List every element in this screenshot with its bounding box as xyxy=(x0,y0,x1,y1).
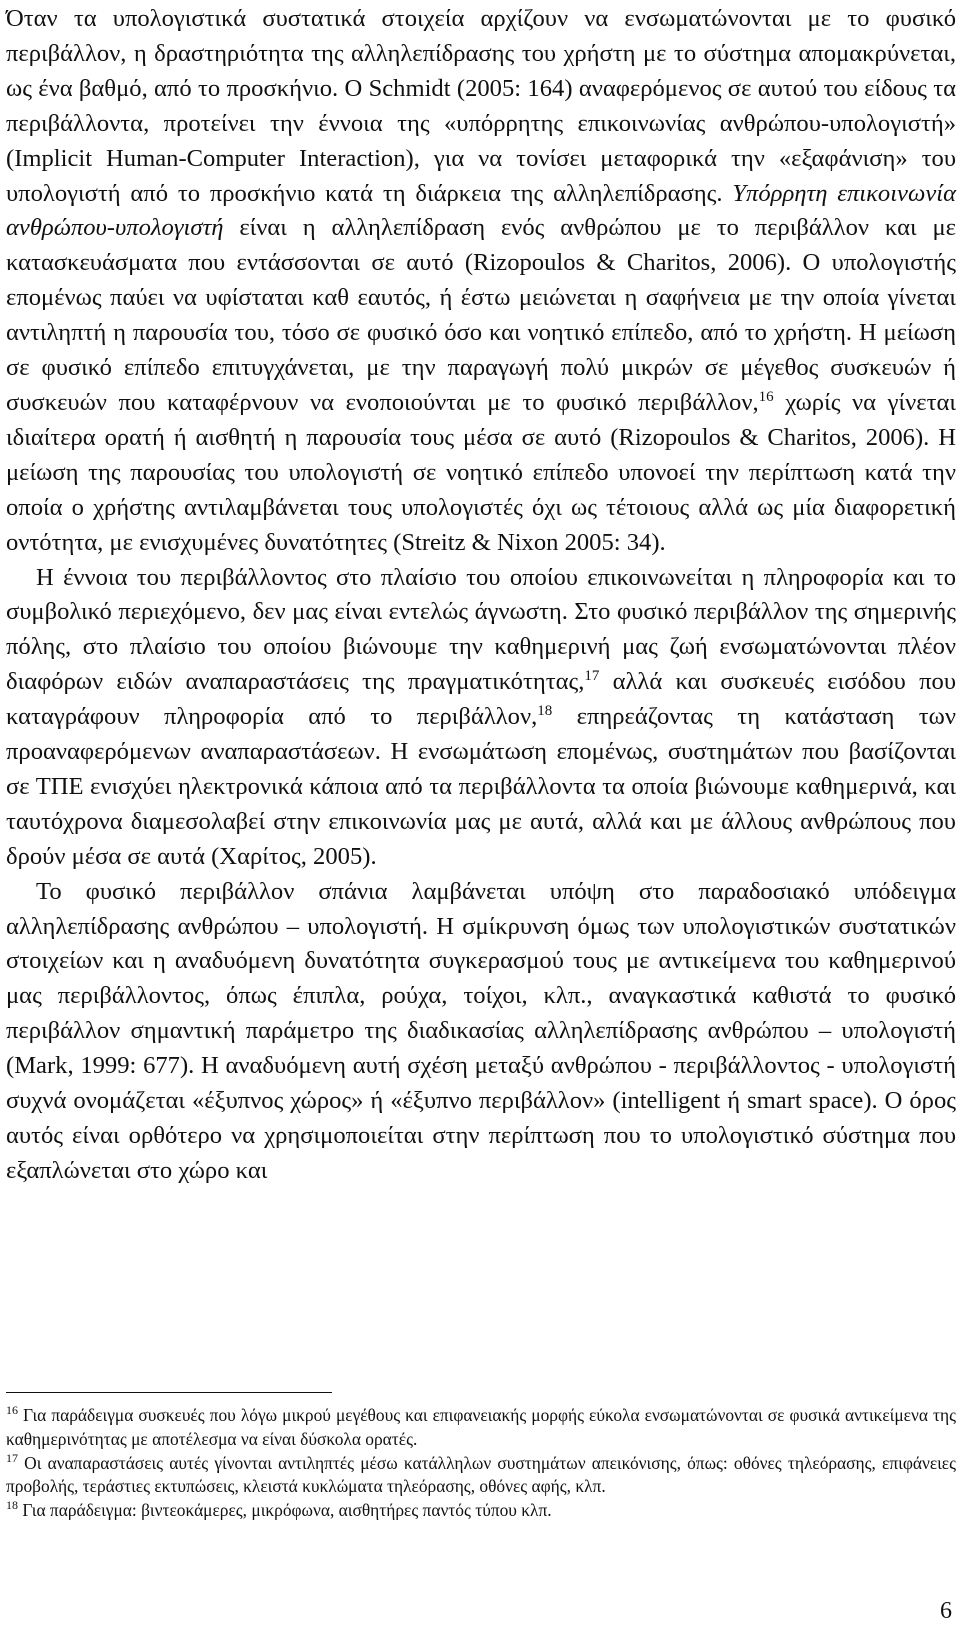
paragraph xyxy=(6,2,956,561)
italic-term: Υπόρρητη επικοινωνία ανθρώπου-υπολογιστή xyxy=(6,179,956,242)
text-run: αλλά και συσκευές εισόδου που καταγράφουν πληροφορία από το περιβάλλον, xyxy=(6,668,956,731)
paragraph xyxy=(6,561,956,875)
footnote-ref: 17 xyxy=(584,668,600,685)
footnote-ref: 18 xyxy=(537,702,553,719)
footnotes xyxy=(6,1404,956,1523)
paragraph xyxy=(6,875,956,1189)
footnote xyxy=(6,1452,956,1500)
page-number: 6 xyxy=(940,1598,952,1624)
footnote-number: 17 xyxy=(6,1450,18,1465)
footnote-number: 16 xyxy=(6,1403,18,1418)
footnote-number: 18 xyxy=(6,1498,18,1513)
footnote-ref: 16 xyxy=(758,388,774,405)
text-run: επηρεάζοντας τη κατάσταση των προαναφερόμενων αναπαραστάσεων. Η ενσωμάτωση επομένως, συστημάτων που βασίζονται σε ΤΠΕ ενισχύει ηλεκτρονικά κάποια από τα περιβάλλοντα τα οποία βιώνουμε καθημερινά, και ταυτόχρονα διαμεσολαβεί στην επικοινωνία μας με αυτά, αλλά και με άλλους ανθρώπους που δρούν μέσα σε αυτά (Χαρίτος, 2005). xyxy=(6,703,956,870)
footnote-text: Οι αναπαραστάσεις αυτές γίνονται αντιληπτές μέσω κατάλληλων συστημάτων απεικόνισης, όπως: οθόνες τηλεόρασης, επιφάνειες προβολής, τεράστιες εκτυπώσεις, κλειστά κυκλώματα τηλεόρασης, οθόνες αφής, κλπ. xyxy=(6,1452,956,1497)
footnote-text: Για παράδειγμα συσκευές που λόγω μικρού μεγέθους και επιφανειακής μορφής εύκολα ενσωματώνονται σε φυσικά αντικείμενα της καθημερινότητας με αποτέλεσμα να είναι δύσκολα ορατές. xyxy=(6,1405,956,1449)
footnote xyxy=(6,1404,956,1452)
text-run: είναι η αλληλεπίδραση ενός ανθρώπου με το περιβάλλον και με κατασκευάσματα που εντάσσονται σε αυτό (Rizopoulos & Charitos, 2006). Ο υπολογιστής επομένως παύει να υφίσταται καθ εαυτός, ή έστω μειώνεται η σαφήνεια με την οποία γίνεται αντιληπτή η παρουσία του, τόσο σε φυσικό όσο και νοητικό επίπεδο, από το χρήστη. Η μείωση σε φυσικό επίπεδο επιτυγχάνεται, με την παραγωγή πολύ μικρών σε μέγεθος συσκευών ή συσκευών που καταφέρνουν να ενοποιούνται με το φυσικό περιβάλλον, xyxy=(6,214,956,416)
footnote-text: Για παράδειγμα: βιντεοκάμερες, μικρόφωνα, αισθητήρες παντός τύπου κλπ. xyxy=(18,1500,552,1521)
body-text xyxy=(6,2,956,1189)
text-run: Το φυσικό περιβάλλον σπάνια λαμβάνεται υπόψη στο παραδοσιακό υπόδειγμα αλληλεπίδρασης ανθρώπου – υπολογιστή. Η σμίκρυνση όμως των υπολογιστικών συστατικών στοιχείων και η αναδυόμενη δυνατότητα συγκερασμού τους με αντικείμενα του καθημερινού μας περιβάλλοντος, όπως έπιπλα, ρούχα, τοίχοι, κλπ., αναγκαστικά καθιστά το φυσικό περιβάλλον σημαντική παράμετρο της διαδικασίας αλληλεπίδρασης ανθρώπου – υπολογιστή (Mark, 1999: 677). Η αναδυόμενη αυτή σχέση μεταξύ ανθρώπου - περιβάλλοντος - υπολογιστή συχνά ονομάζεται «έξυπνος χώρος» ή «έξυπνο περιβάλλον» (intelligent ή smart space). Ο όρος αυτός είναι ορθότερο να χρησιμοποιείται στην περίπτωση που το υπολογιστικό σύστημα που εξαπλώνεται στο χώρο και xyxy=(6,877,956,1184)
text-run: Η έννοια του περιβάλλοντος στο πλαίσιο του οποίου επικοινωνείται η πληροφορία και το συμβολικό περιεχόμενο, δεν μας είναι εντελώς άγνωστη. Στο φυσικό περιβάλλον της σημερινής πόλης, στο πλαίσιο του οποίου βιώνουμε την καθημερινή μας ζωή ενσωματώνονται πλέον διαφόρων ειδών αναπαραστάσεις της πραγματικότητας, xyxy=(6,563,956,696)
text-run: χωρίς να γίνεται ιδιαίτερα ορατή ή αισθητή η παρουσία τους μέσα σε αυτό (Rizopoulos & Charitos, 2006). Η μείωση της παρουσίας του υπολογιστή σε νοητικό επίπεδο υπονοεί την περίπτωση κατά την οποία ο χρήστης αντιλαμβάνεται τους υπολογιστές όχι ως τέτοιους αλλά ως μία διαφορετική οντότητα, με ενισχυμένες δυνατότητες (Streitz & Nixon 2005: 34). xyxy=(6,388,956,556)
footnote xyxy=(6,1499,956,1523)
text-run: Όταν τα υπολογιστικά συστατικά στοιχεία αρχίζουν να ενσωματώνονται με το φυσικό περιβάλλον, η δραστηριότητα της αλληλεπίδρασης του χρήστη με το σύστημα απομακρύνεται, ως ένα βαθμό, από το προσκήνιο. Ο Schmidt (2005: 164) αναφερόμενος σε αυτού του είδους τα περιβάλλοντα, προτείνει την έννοια της «υπόρρητης επικοινωνίας ανθρώπου-υπολογιστή» (Implicit Human-Computer Interaction), για να τονίσει μεταφορικά την «εξαφάνιση» του υπολογιστή από το προσκήνιο κατά τη διάρκεια της αλληλεπίδρασης. xyxy=(6,5,956,207)
footnote-separator xyxy=(6,1392,332,1393)
